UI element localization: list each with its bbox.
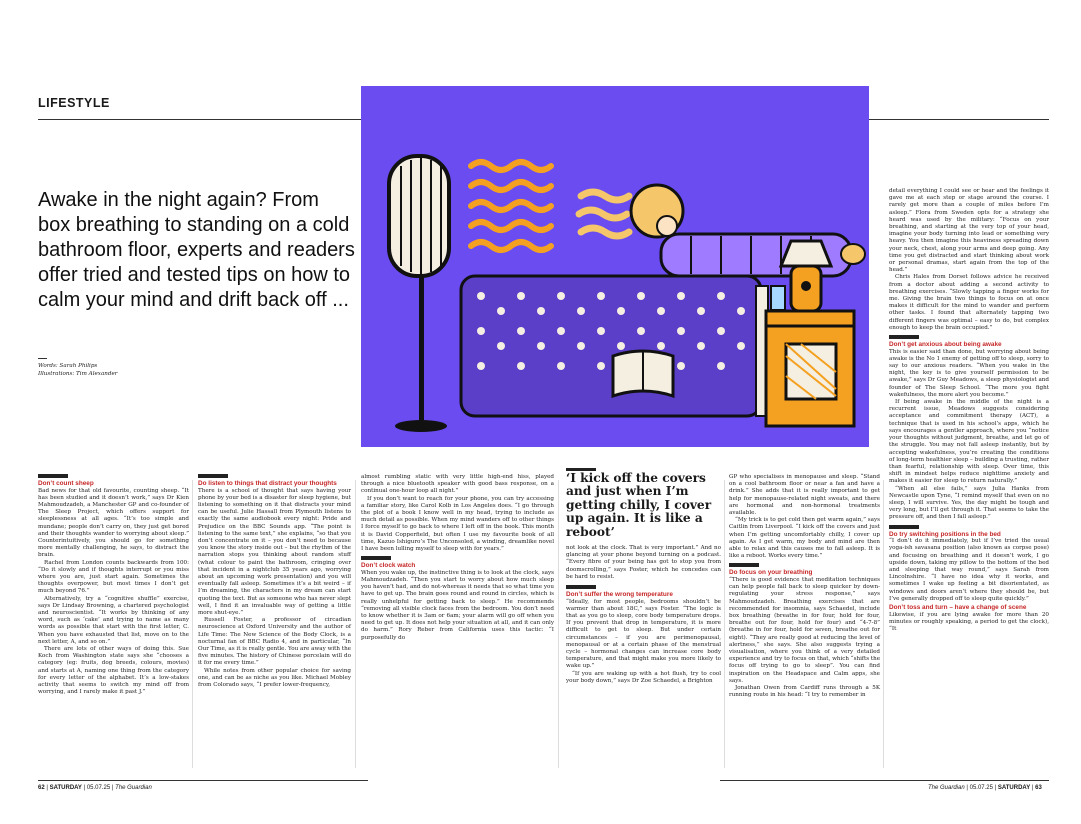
crosshead: Do listen to things that distract your thoughts: [198, 480, 337, 487]
paragraph: Jonathan Owen from Cardiff runs through a 5K running route in his head: “I try to remember in: [729, 685, 880, 699]
hero-illustration: [361, 86, 869, 447]
paragraph: This is easier said than done, but worrying about being awake is the No 1 enemy of getting off to sleep, sorry to say to our anxious readers. “When you wake in the night, the key is to give yourself permission to be awake,” says Dr Guy Meadows, a sleep physiologist and founder of The Sleep School. “The more you fight wakefulness, the more alert you become.”: [889, 348, 1049, 398]
byline: [38, 362, 117, 378]
column-rule: [192, 480, 193, 768]
paragraph: There are lots of other ways of doing this. Sue Koch from Washington state says she “chooses a category (eg: fruits, dog breeds, colours, movies) and starts at A, naming one thing from the category for every letter of the alphabet. It’s a low-stakes activity that seems to switch my mind off from worrying, and I rarely make it past J.”: [38, 646, 189, 696]
footer-rule-left: [38, 780, 368, 781]
crosshead: Do focus on your breathing: [729, 569, 813, 577]
paragraph: “If you are waking up with a hot flush, try to cool your body down,” says Dr Zoe Schaedel, a Brighton: [566, 670, 721, 684]
article-column-2: [198, 474, 351, 689]
paragraph: Alternatively, try a “cognitive shuffle” exercise, says Dr Lindsay Browning, a chartered psychologist and neuroscientist. “It works by thinking of any word, such as ‘cake’ and trying to name as many words as possible that start with the first letter, C. When you have exhausted that list, move on to the next letter, A, and so on.”: [38, 595, 189, 645]
footer-rule-right: [720, 780, 1049, 781]
column-rule: [883, 480, 884, 768]
crosshead: Don’t clock watch: [361, 562, 416, 570]
article-column-4: [566, 545, 721, 685]
section-label: LIFESTYLE: [38, 96, 110, 110]
crosshead-marker: [889, 335, 919, 339]
byline-words: Words: Sarah Philips: [38, 363, 98, 369]
paragraph: Likewise, if you are lying awake for more than 20 minutes or roughly speaking, a period to get the clock), “It: [889, 611, 1049, 632]
footer-date: 05.07.25: [969, 785, 993, 791]
crosshead-marker: [198, 474, 228, 478]
paragraph: If being awake in the middle of the night is a recurrent issue, Meadows suggests considering acceptance and commitment therapy (ACT), a technique that is used in his school’s apps, which he says encourages a gentler approach, where you “notice your thoughts without judgment, breathe, and let go of the struggle. You may not fall asleep instantly, but by accepting wakefulness, you’re creating the conditions of long-term healthier sleep – building a trusting, rather than fearful, relationship with sleep. Over time, this shift in mindset helps reduce nighttime anxiety and makes it easier for sleep to return naturally.”: [889, 399, 1049, 485]
footer-section: SATURDAY: [49, 785, 82, 791]
footer-left: 62 | SATURDAY | 05.07.25 | The Guardian: [38, 785, 152, 791]
paragraph: “Ideally, for most people, bedrooms shouldn’t be warmer than about 18C,” says Foster. “The logic is that as you go to sleep, core body temperature drops. If you prevent that drop in temperature, it is more difficult to get to sleep. But under certain circumstances – if you are perimenopausal, menopausal or at a certain phase of the menstrual cycle – hormonal changes can increase core body temperature, and that might make you more likely to wake up.”: [566, 598, 721, 670]
paragraph: almost rumbling static with very little high-end hiss, played through a nice bluetooth speaker with good bass response, on a continual one-hour loop all night.”: [361, 474, 554, 495]
crosshead: Don’t count sheep: [38, 480, 94, 487]
book-icon: [613, 351, 673, 396]
crosshead-marker: [38, 474, 68, 478]
byline-rule: [38, 358, 47, 359]
column-rule: [558, 480, 559, 768]
paragraph: GP who specialises in menopause and sleep. “Stand on a cool bathroom floor or near a fan and have a drink.” She adds that it is really important to get help for menopause-related night sweats, and there are hormonal and non-hormonal treatments available.: [729, 474, 880, 517]
paragraph: “My trick is to get cold then get warm again,” says Caitlin from Liverpool. “I kick off the covers and just when I’m getting uncomfortably chilly, I cover up again. As I get warm, my body and mind are then able to relax and this causes me to fall asleep. It is like a reboot. Works every time.”: [729, 517, 880, 560]
paragraph: “There is good evidence that meditation techniques can help people fall back to sleep quicker by down-regulating your stress response,” says Mahmoudzadeh. Breathing exercises that are recommended for insomnia, says Schaedel, include box breathing (breathe in for four, hold for four, breathe out for four, hold for four) and “4-7-8” (breathe in for four, hold for seven, breathe out for eight). “They are really good at reducing the level of alertness,” she says. She also suggests trying a visualisation, where you think of a very detailed experience and try to focus on that, which “shifts the focus off trying to go to sleep”. You can find inspiration on the Headspace and Calm apps, she says.: [729, 577, 881, 684]
crosshead-marker: [889, 525, 919, 529]
sleeper-body: [661, 234, 865, 276]
column-rule: [724, 480, 725, 768]
glass-icon: [771, 286, 785, 310]
paragraph: not look at the clock. That is very important.” And no glancing at your phone beyond turning on a podcast. “Every fibre of your being has got to stop you from doomscrolling,” says Foster, which he concedes can be hard to resist.: [566, 545, 721, 580]
column-rule: [355, 480, 356, 768]
crosshead: Do try switching positions in the bed: [889, 530, 1001, 538]
pull-quote: ‘I kick off the covers and just when I’m getting chilly, I cover up again. It is like a reboot’: [566, 471, 712, 539]
crosshead-marker: [729, 563, 759, 567]
footer-brand: The Guardian: [928, 785, 965, 791]
crosshead: Don’t suffer the wrong temperature: [566, 591, 673, 599]
paragraph: “When all else fails,” says Julia Hanks from Newcastle upon Tyne, “I remind myself that even on no sleep, I will survive. Yes, the day might be tough and very long, but I’ll get through it. That seems to take the pressure off, and then I fall asleep.”: [889, 485, 1049, 521]
paragraph: Rachel from London counts backwards from 100: “Do it slowly and if thoughts interrupt or you miss where you are, just start again. Sometimes the thoughts overpower, but most times I don’t get much beyond 76.”: [38, 559, 189, 595]
byline-illustrations: Illustrations: Tim Alexander: [38, 371, 118, 377]
crosshead-marker: [361, 556, 391, 560]
article-column-1: [38, 474, 189, 696]
footer-brand: The Guardian: [115, 785, 152, 791]
paragraph: Chris Hales from Dorset follows advice he received from a doctor about adding a second activity to breathing exercises. “Slowly tapping a finger works for me. Giving the brain two things to focus on at once makes it difficult for the mind to wander and perform other tasks. I found that alternately tapping two different fingers was optimal – easy to do, but complex enough to keep the brain occupied.”: [889, 274, 1049, 331]
paragraph: Russell Foster, a professor of circadian neuroscience at Oxford University and the author of Life Time: The New Science of the Body Clock, is a nocturnal fan of BBC Radio 4, and in particular, “In Our Time, as it is really gentle. You are away with the five minutes. The history of Chinese porcelain will do it for me every time.”: [198, 617, 351, 667]
paragraph: There is a school of thought that says having your phone by your bed is a disaster for sleep hygiene, but listening to something on it that distracts your mind can be useful. Julie Hassall from Plymouth listens to exactly the same audiobook every night: Pride and Prejudice on the BBC Sounds app. “The point is listening to the same text,” she explains, “so that you don’t concentrate on it – you don’t need to because you know the story inside out – but the rhythm of the narration stops you thinking about random stuff (what colour to paint the bathroom, cringing over that incident in a nightclub 35 years ago, worrying about an upcoming work presentation) and you will eventually fall asleep. Sometimes it’s a bit weird – if I’m dreaming, the characters in my dream can start quoting the text. But as someone who has never slept well, I find it an invaluable way of getting a little more shut-eye.”: [198, 487, 351, 617]
article-column-3: [361, 474, 554, 642]
crosshead: Don’t toss and turn – have a change of scene: [889, 603, 1027, 611]
page-number: 62: [38, 785, 45, 791]
paragraph: While notes from other popular choice for saving one, and can be as niche as you like. Michael Mobley from Colorado says, “I prefer lower-frequency,: [198, 667, 351, 689]
article-column-5: [729, 474, 880, 699]
footer-section: SATURDAY: [997, 785, 1031, 791]
standfirst: Awake in the night again? From box breathing to standing on a cold bathroom floor, experts and readers offer tried and tested tips on how to calm your mind and drift back off ...: [38, 189, 355, 311]
crosshead-marker: [566, 585, 596, 589]
bedside-table: [766, 311, 854, 426]
article-column-6: [889, 188, 1049, 633]
page-number: 63: [1035, 785, 1042, 791]
crosshead: Don’t get anxious about being awake: [889, 341, 1002, 349]
paragraph: When you wake up, the instinctive thing is to look at the clock, says Mahmoudzadeh. “Then you start to worry about how much sleep you haven’t had, and do not-whereas it needs that so what time you have to get up. The brain goes round and round in circles, which is really unhelpful for getting back to sleep.” He recommends “removing all visible clock faces from the bedroom. You don’t need to know whether it is 3am or 6am; your alarm will go off when you need to get up. It does not help your situation at all, and it can only do harm.” Rory Reber from California uses this tactic: “I purposefully do: [361, 569, 554, 641]
paragraph: detail everything I could see or hear and the feelings it gave me at each step or stage around the course. I rarely get more than a couple of miles before I’m asleep.” Flora from Sweden opts for a strategy she heard was used by the military: “Focus on your breathing, and starting at the very top of your head, imagine your body turning into lead or something very heavy. You then imagine this heaviness spreading down your neck, chest, along your arms and deep going. Any time you get distracted and start thinking about work or personal dramas, start again from the top of the head.”: [889, 188, 1049, 274]
footer-date: 05.07.25: [86, 785, 111, 791]
paragraph: Bad news for that old favourite, counting sheep. “It has been studied and it doesn’t work,” says Dr Kien Mahmoudzadeh, a Manchester GP and co-founder of The Sleep Project, which offers support for sleeplessness at all ages. “It’s too simple and mundane; people don’t carry on, they just get bored and their thoughts wander to worrying about sleep.” Counterintuitively, you should go for something more mentally challenging, he says, to distract the brain.: [38, 487, 189, 559]
footer-right: The Guardian | 05.07.25 | SATURDAY | 63: [928, 785, 1042, 791]
paragraph: “I don’t do it immediately, but if I’ve tried the usual yoga-ish savasana position (also known as corpse pose) and focusing on breathing and it doesn’t work, I go upside down, taking my pillow to the bottom of the bed and sleeping that way round,” says Sarah from Lincolnshire. “I have no idea why it works, and sometimes I wake up feeling a bit disorientated, as windows and doors aren’t where they should be, but I’ve generally dropped off to sleep quite quickly.”: [889, 538, 1049, 602]
paragraph: If you don’t want to reach for your phone, you can try accessing a familiar story, like Carol Kolb in Los Angeles does. “I go through the plot of a book I know well in my head, trying to include as much detail as possible. When my mind wanders off to other things I force myself to go back to where I left off in the book. This month it is David Copperfield, but often I use my favourite book of all time, Kazuo Ishiguro’s The Unconsoled, a winding, dreamlike novel I have been lulling myself to sleep with for years.”: [361, 495, 554, 553]
